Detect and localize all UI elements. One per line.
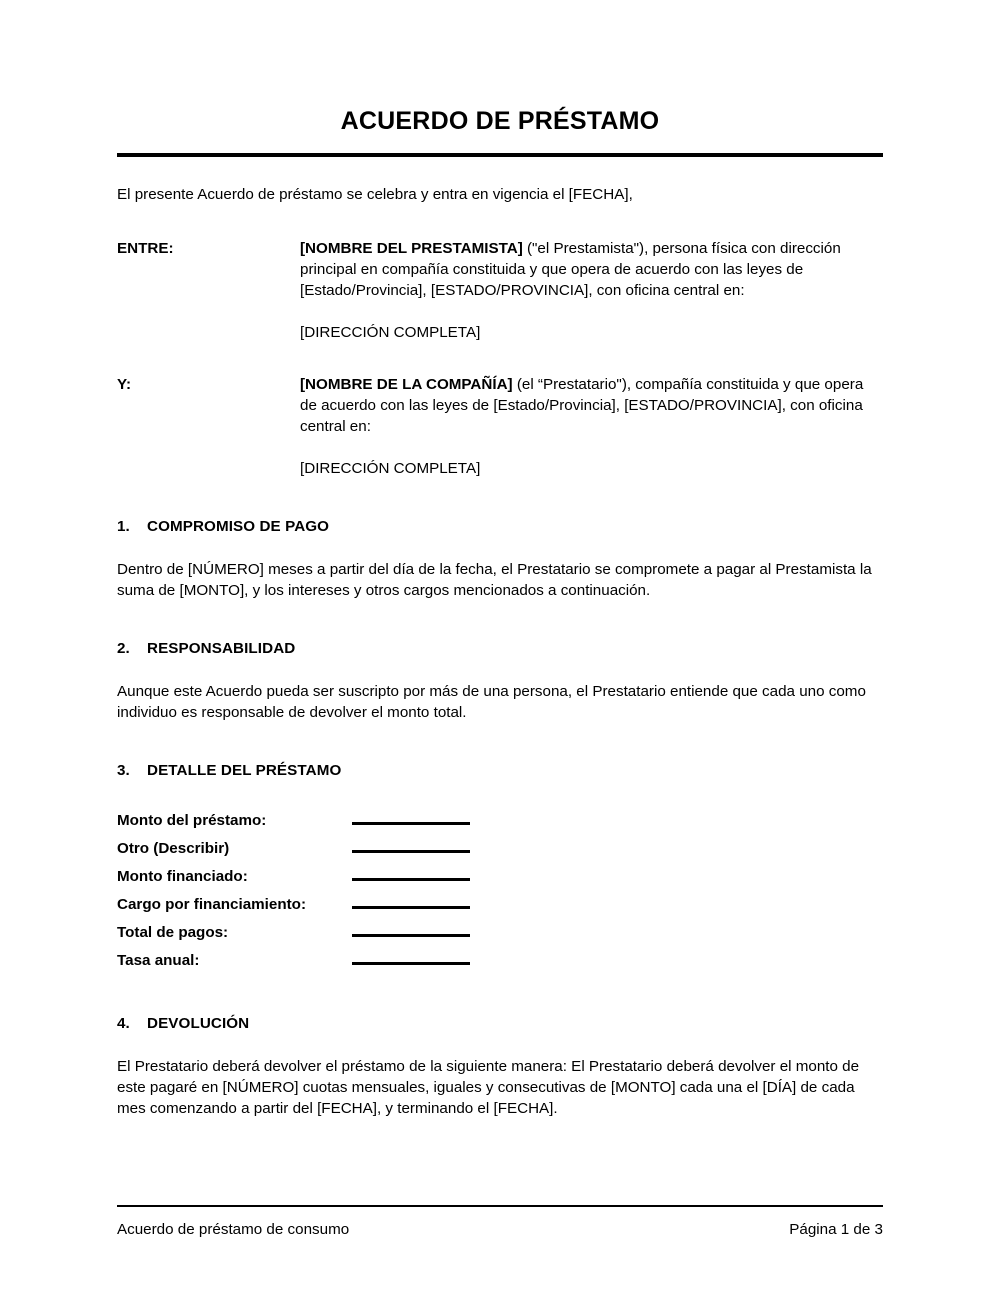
party-body-lender [300, 238, 883, 343]
party-block-borrower [117, 374, 883, 479]
section-heading-3 [117, 760, 883, 781]
section-title-1: COMPROMISO DE PAGO [147, 517, 330, 535]
party-text-borrower [300, 374, 883, 437]
section-title-4: DEVOLUCIÓN [147, 1014, 250, 1032]
footer-document-name: Acuerdo de préstamo de consumo [117, 1221, 350, 1238]
party-text-lender [300, 238, 883, 301]
document-content [117, 0, 883, 1119]
party-address-borrower: [DIRECCIÓN COMPLETA] [300, 459, 481, 477]
detail-row [117, 948, 883, 976]
section-number-1: 1. [117, 517, 130, 535]
section-text-1: Dentro de [NÚMERO] meses a partir del día de la fecha, el Prestatario se compromete a pagar al Prestamista la suma de [MONTO], y los intereses y otros cargos mencionados a continuación. [117, 560, 872, 599]
detail-label: Monto financiado: [117, 867, 248, 885]
footer-divider [117, 1205, 883, 1207]
detail-fill-line[interactable] [352, 892, 470, 909]
detail-fill-line[interactable] [352, 864, 470, 881]
detail-label: Total de pagos: [117, 923, 229, 941]
party-label-lender: ENTRE: [117, 239, 174, 257]
detail-row [117, 892, 883, 920]
section-number-2: 2. [117, 639, 130, 657]
page-footer [117, 1205, 883, 1240]
party-name-lender: [NOMBRE DEL PRESTAMISTA] [300, 239, 523, 257]
section-text-4: El Prestatario deberá devolver el préstamo de la siguiente manera: El Prestatario deberá devolver el monto de este pagaré en [NÚMERO] cuotas mensuales, iguales y consecutivas de [MONTO] cada una el [DÍA] de cada mes comenzando a partir del [FECHA], y terminando el [FECHA]. [117, 1057, 860, 1117]
party-body-borrower [300, 374, 883, 479]
party-block-lender [117, 238, 883, 343]
party-name-borrower: [NOMBRE DE LA COMPAÑÍA] [300, 375, 513, 393]
detail-fill-line[interactable] [352, 808, 470, 825]
section-heading-4 [117, 1013, 883, 1034]
party-description-lender: ("el Prestamista"), persona física con dirección principal en compañía constituida y que opera de acuerdo con las leyes de [Estado/Provincia], [ESTADO/PROVINCIA], con oficina central en: [300, 239, 841, 299]
section-text-2: Aunque este Acuerdo pueda ser suscripto por más de una persona, el Prestatario entiende que cada uno como individuo es responsable de devolver el monto total. [117, 682, 866, 721]
section-number-3: 3. [117, 761, 130, 779]
loan-details-list [117, 808, 883, 976]
detail-fill-line[interactable] [352, 920, 470, 937]
detail-label: Monto del préstamo: [117, 811, 267, 829]
section-title-3: DETALLE DEL PRÉSTAMO [147, 761, 342, 779]
section-compromiso-de-pago [117, 516, 883, 601]
section-devolucion [117, 1013, 883, 1119]
detail-row [117, 836, 883, 864]
section-number-4: 4. [117, 1014, 130, 1032]
section-heading-2 [117, 638, 883, 659]
intro-paragraph: El presente Acuerdo de préstamo se celebra y entra en vigencia el [FECHA], [117, 185, 633, 203]
detail-fill-line[interactable] [352, 948, 470, 965]
detail-fill-line[interactable] [352, 836, 470, 853]
title-divider [117, 153, 883, 157]
footer-row [117, 1219, 883, 1240]
party-description-borrower: (el “Prestatario"), compañía constituida y que opera de acuerdo con las leyes de [Estado/Provincia], [ESTADO/PROVINCIA], con oficina central en: [300, 375, 864, 435]
party-address-lender: [DIRECCIÓN COMPLETA] [300, 323, 481, 341]
detail-row [117, 864, 883, 892]
footer-page-number: Página 1 de 3 [789, 1221, 883, 1238]
detail-row [117, 920, 883, 948]
detail-label: Otro (Describir) [117, 839, 230, 857]
party-label-borrower: Y: [117, 375, 132, 393]
detail-label: Tasa anual: [117, 951, 200, 969]
section-title-2: RESPONSABILIDAD [147, 639, 296, 657]
detail-label: Cargo por financiamiento: [117, 895, 307, 913]
section-detalle-del-prestamo [117, 760, 883, 976]
section-responsabilidad [117, 638, 883, 723]
section-heading-1 [117, 516, 883, 537]
page-title: ACUERDO DE PRÉSTAMO [340, 107, 660, 135]
detail-row [117, 808, 883, 836]
